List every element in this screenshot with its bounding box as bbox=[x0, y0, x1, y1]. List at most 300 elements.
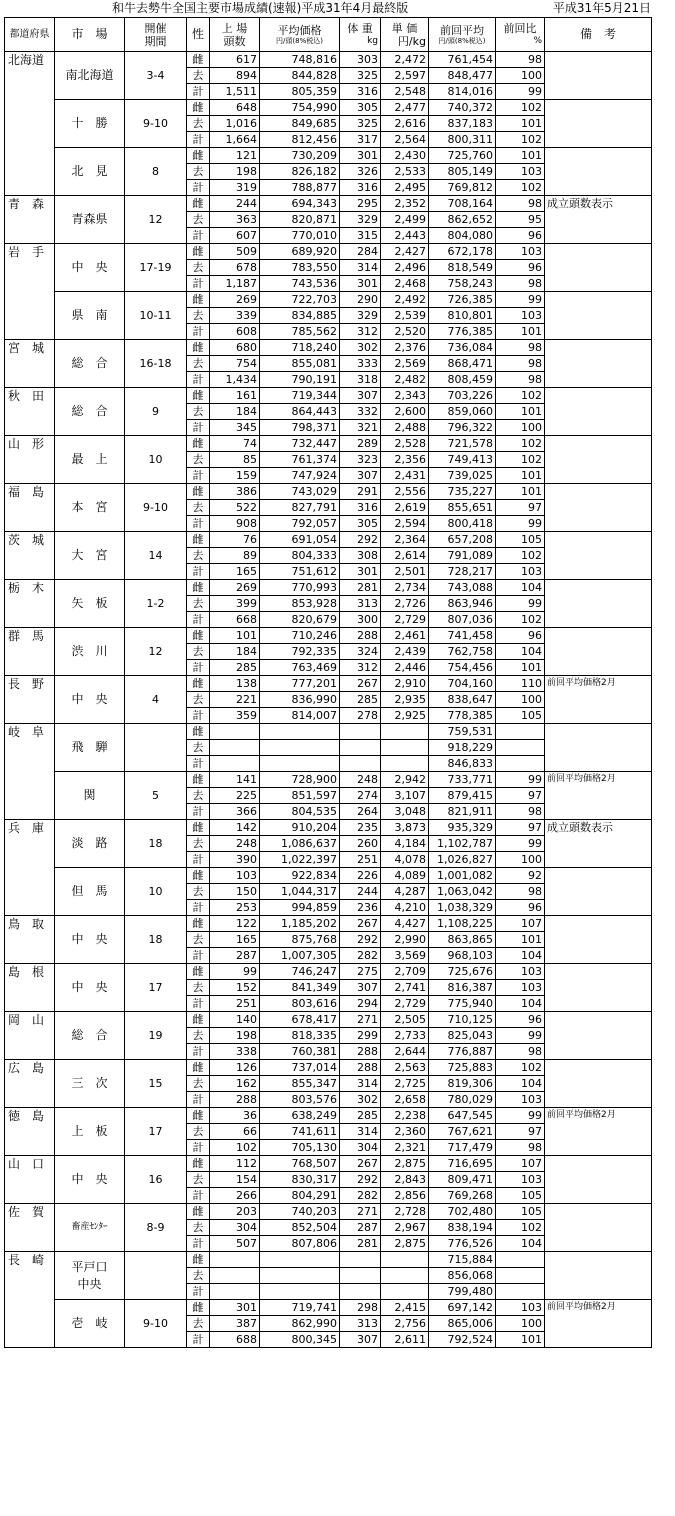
avg-cell: 805,359 bbox=[260, 84, 340, 100]
head-cell: 225 bbox=[210, 788, 260, 804]
head-cell: 507 bbox=[210, 1236, 260, 1252]
avg-cell: 730,209 bbox=[260, 148, 340, 164]
avg-cell: 768,507 bbox=[260, 1156, 340, 1172]
avg-cell: 728,900 bbox=[260, 772, 340, 788]
prev-cell: 935,329 bbox=[429, 820, 496, 836]
prev-cell: 733,771 bbox=[429, 772, 496, 788]
note-cell bbox=[545, 388, 652, 436]
weight-cell: 226 bbox=[340, 868, 381, 884]
table-row bbox=[5, 724, 652, 740]
weight-cell: 260 bbox=[340, 836, 381, 852]
header-period bbox=[125, 18, 187, 52]
sex-cell: 雌 bbox=[187, 628, 210, 644]
table-row bbox=[5, 916, 652, 932]
prev-cell: 879,415 bbox=[429, 788, 496, 804]
sex-cell: 雌 bbox=[187, 436, 210, 452]
avg-cell: 804,535 bbox=[260, 804, 340, 820]
weight-cell: 235 bbox=[340, 820, 381, 836]
sex-cell: 雌 bbox=[187, 1204, 210, 1220]
prev-cell: 740,372 bbox=[429, 100, 496, 116]
head-cell: 150 bbox=[210, 884, 260, 900]
unit-cell: 2,488 bbox=[381, 420, 429, 436]
unit-cell: 2,856 bbox=[381, 1188, 429, 1204]
head-cell: 152 bbox=[210, 980, 260, 996]
avg-cell: 788,877 bbox=[260, 180, 340, 196]
table-row bbox=[5, 1156, 652, 1172]
prev-cell: 818,549 bbox=[429, 260, 496, 276]
head-cell: 126 bbox=[210, 1060, 260, 1076]
avg-cell: 827,791 bbox=[260, 500, 340, 516]
period-cell: 18 bbox=[125, 820, 187, 868]
weight-cell: 244 bbox=[340, 884, 381, 900]
head-cell: 221 bbox=[210, 692, 260, 708]
ratio-cell: 104 bbox=[496, 996, 545, 1012]
market-name-cell: 十 勝 bbox=[55, 100, 125, 148]
ratio-cell: 104 bbox=[496, 1236, 545, 1252]
sex-cell: 計 bbox=[187, 1140, 210, 1156]
ratio-cell: 103 bbox=[496, 1092, 545, 1108]
weight-cell: 282 bbox=[340, 948, 381, 964]
unit-cell: 2,725 bbox=[381, 1076, 429, 1092]
prefecture-cell: 茨 城 bbox=[5, 532, 55, 580]
table-row bbox=[5, 580, 652, 596]
prev-cell: 702,480 bbox=[429, 1204, 496, 1220]
head-cell: 319 bbox=[210, 180, 260, 196]
prev-cell: 918,229 bbox=[429, 740, 496, 756]
unit-cell: 2,616 bbox=[381, 116, 429, 132]
unit-cell: 2,439 bbox=[381, 644, 429, 660]
head-cell: 285 bbox=[210, 660, 260, 676]
sex-cell: 雌 bbox=[187, 1300, 210, 1316]
weight-cell: 313 bbox=[340, 1316, 381, 1332]
table-row bbox=[5, 1204, 652, 1220]
avg-cell: 849,685 bbox=[260, 116, 340, 132]
ratio-cell: 104 bbox=[496, 580, 545, 596]
sex-cell: 雌 bbox=[187, 244, 210, 260]
weight-cell: 312 bbox=[340, 324, 381, 340]
note-cell bbox=[545, 532, 652, 580]
prev-cell: 799,480 bbox=[429, 1284, 496, 1300]
ratio-cell: 103 bbox=[496, 980, 545, 996]
prefecture-cell: 北海道 bbox=[5, 52, 55, 196]
market-name-cell: 北 見 bbox=[55, 148, 125, 196]
sex-cell: 雌 bbox=[187, 196, 210, 212]
head-cell: 607 bbox=[210, 228, 260, 244]
avg-cell: 732,447 bbox=[260, 436, 340, 452]
ratio-cell: 99 bbox=[496, 1028, 545, 1044]
prev-cell: 792,524 bbox=[429, 1332, 496, 1348]
sex-cell: 雌 bbox=[187, 388, 210, 404]
sex-cell: 雌 bbox=[187, 868, 210, 884]
weight-cell: 298 bbox=[340, 1300, 381, 1316]
table-row bbox=[5, 1300, 652, 1316]
weight-cell: 308 bbox=[340, 548, 381, 564]
ratio-cell: 107 bbox=[496, 1156, 545, 1172]
avg-cell: 875,768 bbox=[260, 932, 340, 948]
head-cell: 387 bbox=[210, 1316, 260, 1332]
prev-cell: 717,479 bbox=[429, 1140, 496, 1156]
prev-cell: 968,103 bbox=[429, 948, 496, 964]
avg-cell: 910,204 bbox=[260, 820, 340, 836]
ratio-cell: 101 bbox=[496, 1332, 545, 1348]
market-name-cell: 上 板 bbox=[55, 1108, 125, 1156]
unit-cell: 2,729 bbox=[381, 996, 429, 1012]
prefecture-cell: 岡 山 bbox=[5, 1012, 55, 1060]
prev-cell: 672,178 bbox=[429, 244, 496, 260]
prev-cell: 721,578 bbox=[429, 436, 496, 452]
head-cell: 386 bbox=[210, 484, 260, 500]
table-header-row bbox=[5, 18, 652, 52]
weight-cell: 291 bbox=[340, 484, 381, 500]
ratio-cell: 101 bbox=[496, 484, 545, 500]
head-cell: 244 bbox=[210, 196, 260, 212]
weight-cell: 323 bbox=[340, 452, 381, 468]
weight-cell: 313 bbox=[340, 596, 381, 612]
ratio-cell: 99 bbox=[496, 84, 545, 100]
weight-cell: 292 bbox=[340, 532, 381, 548]
avg-cell: 792,057 bbox=[260, 516, 340, 532]
ratio-cell: 98 bbox=[496, 1044, 545, 1060]
head-cell: 198 bbox=[210, 164, 260, 180]
prev-cell: 796,322 bbox=[429, 420, 496, 436]
avg-cell: 705,130 bbox=[260, 1140, 340, 1156]
weight-cell: 307 bbox=[340, 388, 381, 404]
head-cell: 141 bbox=[210, 772, 260, 788]
unit-cell bbox=[381, 740, 429, 756]
market-name-cell: 青森県 bbox=[55, 196, 125, 244]
header-previous-ratio bbox=[496, 18, 545, 52]
avg-cell: 922,834 bbox=[260, 868, 340, 884]
ratio-cell: 103 bbox=[496, 164, 545, 180]
prefecture-cell: 兵 庫 bbox=[5, 820, 55, 916]
avg-cell: 803,616 bbox=[260, 996, 340, 1012]
prev-cell: 703,226 bbox=[429, 388, 496, 404]
avg-cell: 864,443 bbox=[260, 404, 340, 420]
sex-cell: 雌 bbox=[187, 724, 210, 740]
avg-cell: 1,185,202 bbox=[260, 916, 340, 932]
ratio-cell: 103 bbox=[496, 308, 545, 324]
ratio-cell: 102 bbox=[496, 612, 545, 628]
note-cell bbox=[545, 868, 652, 916]
sex-cell: 去 bbox=[187, 644, 210, 660]
sex-cell: 計 bbox=[187, 900, 210, 916]
market-name-cell: 矢 板 bbox=[55, 580, 125, 628]
head-cell: 399 bbox=[210, 596, 260, 612]
avg-cell: 710,246 bbox=[260, 628, 340, 644]
prev-cell: 807,036 bbox=[429, 612, 496, 628]
period-cell: 17-19 bbox=[125, 244, 187, 292]
period-cell: 14 bbox=[125, 532, 187, 580]
avg-cell: 792,335 bbox=[260, 644, 340, 660]
unit-cell: 2,910 bbox=[381, 676, 429, 692]
note-cell bbox=[545, 436, 652, 484]
prev-cell: 769,268 bbox=[429, 1188, 496, 1204]
ratio-cell: 104 bbox=[496, 1076, 545, 1092]
avg-cell: 851,597 bbox=[260, 788, 340, 804]
sex-cell: 去 bbox=[187, 308, 210, 324]
avg-cell: 760,381 bbox=[260, 1044, 340, 1060]
avg-cell: 814,007 bbox=[260, 708, 340, 724]
head-cell: 138 bbox=[210, 676, 260, 692]
sex-cell: 計 bbox=[187, 84, 210, 100]
prefecture-cell: 鳥 取 bbox=[5, 916, 55, 964]
unit-cell: 2,594 bbox=[381, 516, 429, 532]
prev-cell: 776,385 bbox=[429, 324, 496, 340]
table-row bbox=[5, 676, 652, 692]
sex-cell: 計 bbox=[187, 1044, 210, 1060]
head-cell: 1,016 bbox=[210, 116, 260, 132]
market-name-cell: 中 央 bbox=[55, 1156, 125, 1204]
avg-cell: 994,859 bbox=[260, 900, 340, 916]
sex-cell: 雌 bbox=[187, 1108, 210, 1124]
market-name-cell: 総 合 bbox=[55, 388, 125, 436]
period-cell: 17 bbox=[125, 1108, 187, 1156]
head-cell: 184 bbox=[210, 404, 260, 420]
prev-cell: 810,801 bbox=[429, 308, 496, 324]
avg-cell: 694,343 bbox=[260, 196, 340, 212]
avg-cell: 638,249 bbox=[260, 1108, 340, 1124]
ratio-cell: 97 bbox=[496, 788, 545, 804]
head-cell: 668 bbox=[210, 612, 260, 628]
ratio-cell: 97 bbox=[496, 820, 545, 836]
ratio-cell: 102 bbox=[496, 452, 545, 468]
avg-cell: 718,240 bbox=[260, 340, 340, 356]
table-row bbox=[5, 196, 652, 212]
period-cell: 9-10 bbox=[125, 1300, 187, 1348]
avg-cell: 743,536 bbox=[260, 276, 340, 292]
sex-cell: 去 bbox=[187, 212, 210, 228]
sex-cell: 雌 bbox=[187, 1252, 210, 1268]
avg-cell: 841,349 bbox=[260, 980, 340, 996]
weight-cell: 307 bbox=[340, 980, 381, 996]
unit-cell: 2,556 bbox=[381, 484, 429, 500]
unit-cell: 2,728 bbox=[381, 1204, 429, 1220]
ratio-cell: 103 bbox=[496, 964, 545, 980]
head-cell: 287 bbox=[210, 948, 260, 964]
ratio-cell: 100 bbox=[496, 68, 545, 84]
head-cell: 608 bbox=[210, 324, 260, 340]
sex-cell: 雌 bbox=[187, 532, 210, 548]
avg-cell: 754,990 bbox=[260, 100, 340, 116]
note-cell bbox=[545, 724, 652, 772]
unit-cell: 2,539 bbox=[381, 308, 429, 324]
ratio-cell: 103 bbox=[496, 244, 545, 260]
market-name-cell: 但 馬 bbox=[55, 868, 125, 916]
head-cell: 184 bbox=[210, 644, 260, 660]
header-ratio-line2: % bbox=[533, 36, 542, 46]
weight-cell: 301 bbox=[340, 564, 381, 580]
head-cell: 248 bbox=[210, 836, 260, 852]
ratio-cell: 95 bbox=[496, 212, 545, 228]
ratio-cell: 101 bbox=[496, 148, 545, 164]
weight-cell: 295 bbox=[340, 196, 381, 212]
unit-cell: 2,644 bbox=[381, 1044, 429, 1060]
head-cell: 266 bbox=[210, 1188, 260, 1204]
unit-cell: 3,569 bbox=[381, 948, 429, 964]
head-cell: 688 bbox=[210, 1332, 260, 1348]
header-prefecture: 都道府県 bbox=[5, 18, 55, 52]
weight-cell: 302 bbox=[340, 1092, 381, 1108]
avg-cell: 834,885 bbox=[260, 308, 340, 324]
table-row bbox=[5, 292, 652, 308]
unit-cell bbox=[381, 1284, 429, 1300]
unit-cell: 2,482 bbox=[381, 372, 429, 388]
note-cell bbox=[545, 52, 652, 100]
sex-cell: 計 bbox=[187, 324, 210, 340]
header-sex: 性 bbox=[187, 18, 210, 52]
ratio-cell: 102 bbox=[496, 436, 545, 452]
ratio-cell: 103 bbox=[496, 564, 545, 580]
weight-cell: 292 bbox=[340, 1172, 381, 1188]
table-row bbox=[5, 1252, 652, 1268]
unit-cell: 2,352 bbox=[381, 196, 429, 212]
prefecture-cell: 長 野 bbox=[5, 676, 55, 724]
table-row bbox=[5, 772, 652, 788]
ratio-cell: 101 bbox=[496, 932, 545, 948]
unit-cell bbox=[381, 1252, 429, 1268]
table-row bbox=[5, 244, 652, 260]
unit-cell: 2,427 bbox=[381, 244, 429, 260]
prev-cell: 778,385 bbox=[429, 708, 496, 724]
weight-cell: 301 bbox=[340, 148, 381, 164]
header-weight bbox=[340, 18, 381, 52]
prev-cell: 708,164 bbox=[429, 196, 496, 212]
unit-cell: 2,658 bbox=[381, 1092, 429, 1108]
head-cell: 99 bbox=[210, 964, 260, 980]
unit-cell: 2,415 bbox=[381, 1300, 429, 1316]
unit-cell: 3,107 bbox=[381, 788, 429, 804]
weight-cell: 333 bbox=[340, 356, 381, 372]
weight-cell: 294 bbox=[340, 996, 381, 1012]
unit-cell: 2,443 bbox=[381, 228, 429, 244]
ratio-cell: 102 bbox=[496, 132, 545, 148]
unit-cell: 2,619 bbox=[381, 500, 429, 516]
sex-cell: 計 bbox=[187, 516, 210, 532]
market-name-cell: 中 央 bbox=[55, 244, 125, 292]
unit-cell: 2,496 bbox=[381, 260, 429, 276]
weight-cell: 318 bbox=[340, 372, 381, 388]
prefecture-cell: 岐 阜 bbox=[5, 724, 55, 820]
ratio-cell: 96 bbox=[496, 900, 545, 916]
period-cell: 10 bbox=[125, 868, 187, 916]
header-period-line2: 期間 bbox=[144, 34, 167, 48]
market-name-cell: 大 宮 bbox=[55, 532, 125, 580]
avg-cell: 804,333 bbox=[260, 548, 340, 564]
prev-cell: 1,026,827 bbox=[429, 852, 496, 868]
ratio-cell: 104 bbox=[496, 948, 545, 964]
prefecture-cell: 栃 木 bbox=[5, 580, 55, 628]
prev-cell: 809,471 bbox=[429, 1172, 496, 1188]
ratio-cell: 101 bbox=[496, 404, 545, 420]
head-cell: 288 bbox=[210, 1092, 260, 1108]
prev-cell: 1,038,329 bbox=[429, 900, 496, 916]
avg-cell: 800,345 bbox=[260, 1332, 340, 1348]
head-cell: 1,434 bbox=[210, 372, 260, 388]
ratio-cell: 102 bbox=[496, 548, 545, 564]
period-cell: 15 bbox=[125, 1060, 187, 1108]
prev-cell: 767,621 bbox=[429, 1124, 496, 1140]
prev-cell: 776,887 bbox=[429, 1044, 496, 1060]
weight-cell: 314 bbox=[340, 1124, 381, 1140]
header-unit-price bbox=[381, 18, 429, 52]
unit-cell: 2,376 bbox=[381, 340, 429, 356]
sex-cell: 計 bbox=[187, 804, 210, 820]
avg-cell: 743,029 bbox=[260, 484, 340, 500]
ratio-cell: 102 bbox=[496, 100, 545, 116]
note-cell bbox=[545, 340, 652, 388]
sex-cell: 計 bbox=[187, 420, 210, 436]
ratio-cell: 98 bbox=[496, 196, 545, 212]
head-cell: 509 bbox=[210, 244, 260, 260]
prev-cell: 657,208 bbox=[429, 532, 496, 548]
avg-cell: 748,816 bbox=[260, 52, 340, 68]
header-avg-line1: 平均価格 bbox=[277, 24, 322, 37]
note-cell bbox=[545, 1204, 652, 1252]
sex-cell: 計 bbox=[187, 852, 210, 868]
unit-cell: 4,078 bbox=[381, 852, 429, 868]
ratio-cell: 105 bbox=[496, 532, 545, 548]
ratio-cell: 107 bbox=[496, 916, 545, 932]
period-cell: 17 bbox=[125, 964, 187, 1012]
weight-cell: 314 bbox=[340, 1076, 381, 1092]
head-cell: 101 bbox=[210, 628, 260, 644]
sex-cell: 雌 bbox=[187, 292, 210, 308]
document-date: 平成31年5月21日 bbox=[552, 1, 651, 15]
head-cell: 1,511 bbox=[210, 84, 260, 100]
table-row bbox=[5, 484, 652, 500]
ratio-cell: 97 bbox=[496, 1124, 545, 1140]
head-cell: 390 bbox=[210, 852, 260, 868]
header-head-count bbox=[210, 18, 260, 52]
prev-cell: 710,125 bbox=[429, 1012, 496, 1028]
unit-cell: 4,089 bbox=[381, 868, 429, 884]
prev-cell: 762,758 bbox=[429, 644, 496, 660]
avg-cell: 722,703 bbox=[260, 292, 340, 308]
header-weight-line2: kg bbox=[367, 36, 378, 46]
sex-cell: 去 bbox=[187, 1076, 210, 1092]
weight-cell: 274 bbox=[340, 788, 381, 804]
ratio-cell bbox=[496, 756, 545, 772]
ratio-cell: 97 bbox=[496, 500, 545, 516]
table-row bbox=[5, 52, 652, 68]
unit-cell: 2,461 bbox=[381, 628, 429, 644]
weight-cell: 304 bbox=[340, 1140, 381, 1156]
avg-cell: 790,191 bbox=[260, 372, 340, 388]
period-cell bbox=[125, 1252, 187, 1300]
avg-cell: 818,335 bbox=[260, 1028, 340, 1044]
note-cell: 前回平均価格2月 bbox=[545, 676, 652, 724]
avg-cell: 812,456 bbox=[260, 132, 340, 148]
note-cell: 前回平均価格2月 bbox=[545, 1108, 652, 1156]
market-name-cell: 壱 岐 bbox=[55, 1300, 125, 1348]
avg-cell bbox=[260, 1284, 340, 1300]
table-row bbox=[5, 436, 652, 452]
weight-cell: 288 bbox=[340, 1060, 381, 1076]
avg-cell: 836,990 bbox=[260, 692, 340, 708]
weight-cell: 251 bbox=[340, 852, 381, 868]
period-cell: 1-2 bbox=[125, 580, 187, 628]
ratio-cell: 100 bbox=[496, 692, 545, 708]
unit-cell: 2,734 bbox=[381, 580, 429, 596]
header-head-line2: 頭数 bbox=[223, 34, 246, 48]
note-cell bbox=[545, 628, 652, 676]
unit-cell: 2,528 bbox=[381, 436, 429, 452]
head-cell: 253 bbox=[210, 900, 260, 916]
head-cell: 89 bbox=[210, 548, 260, 564]
note-cell: 成立頭数表示 bbox=[545, 196, 652, 244]
market-name-cell: 渋 川 bbox=[55, 628, 125, 676]
prev-cell: 743,088 bbox=[429, 580, 496, 596]
